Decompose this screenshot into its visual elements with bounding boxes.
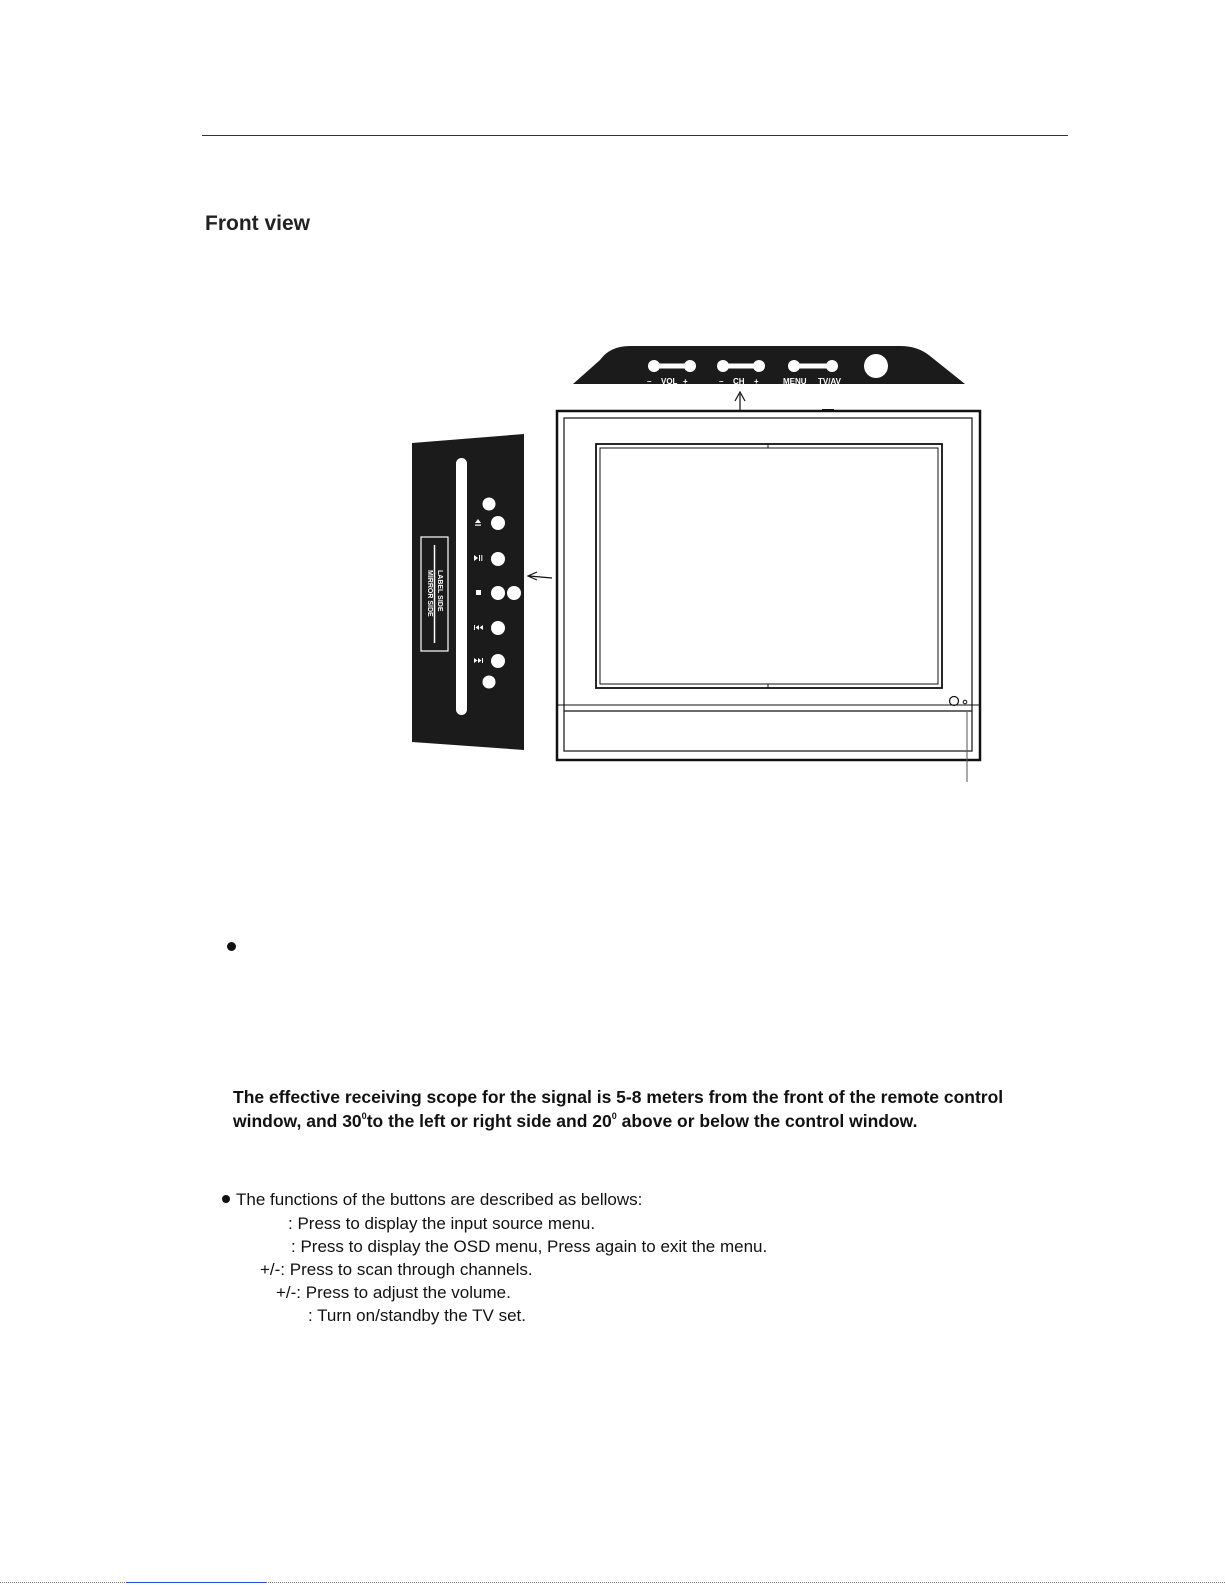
function-menu: : Press to display the OSD menu, Press again to exit the menu.	[291, 1237, 768, 1256]
ch-label: CH	[733, 377, 745, 386]
remote-range-note: The effective receiving scope for the signal is 5-8 meters from the front of the remote control window, and $30^0to$ the left or right side and $20^0$ above or below the control window.	[233, 1087, 1004, 1131]
top-control-panel	[573, 346, 965, 386]
page-bottom-link-bar	[126, 1582, 266, 1583]
stop-icon	[476, 590, 481, 595]
side-panel-arrow	[528, 572, 552, 580]
function-channel: +/-: Press to scan through channels.	[260, 1260, 533, 1279]
vol-minus-label: –	[647, 377, 652, 386]
eject-button	[491, 516, 505, 530]
function-power: : Turn on/standby the TV set.	[308, 1306, 526, 1325]
bullet-icon	[222, 1195, 230, 1203]
function-volume: +/-: Press to adjust the volume.	[276, 1283, 511, 1302]
side-dvd-panel	[412, 434, 524, 750]
section-title: Front view	[205, 212, 311, 235]
next-button	[491, 654, 505, 668]
play-pause-button	[491, 552, 505, 566]
previous-button	[491, 621, 505, 635]
disc-slot	[456, 458, 467, 715]
side-button-bottom	[483, 676, 496, 689]
mirror-side-text: MIRROR SIDE	[426, 570, 433, 617]
bullet-icon	[227, 942, 236, 951]
function-tvav: : Press to display the input source menu.	[288, 1214, 596, 1233]
side-button-extra	[507, 586, 521, 600]
vol-label: VOL	[661, 377, 678, 386]
functions-intro: The functions of the buttons are described as bellows:	[222, 1189, 642, 1211]
side-button-top	[483, 498, 496, 511]
label-side-text: LABEL SIDE	[436, 570, 443, 612]
menu-label: MENU	[783, 377, 807, 386]
tv-body	[557, 409, 980, 782]
ch-minus-label: –	[719, 377, 724, 386]
ch-plus-label: +	[754, 377, 759, 386]
stop-button	[491, 586, 505, 600]
top-panel-arrow	[735, 392, 745, 411]
power-button	[864, 354, 888, 378]
tvav-label: TV/AV	[818, 377, 841, 386]
vol-plus-label: +	[683, 377, 688, 386]
